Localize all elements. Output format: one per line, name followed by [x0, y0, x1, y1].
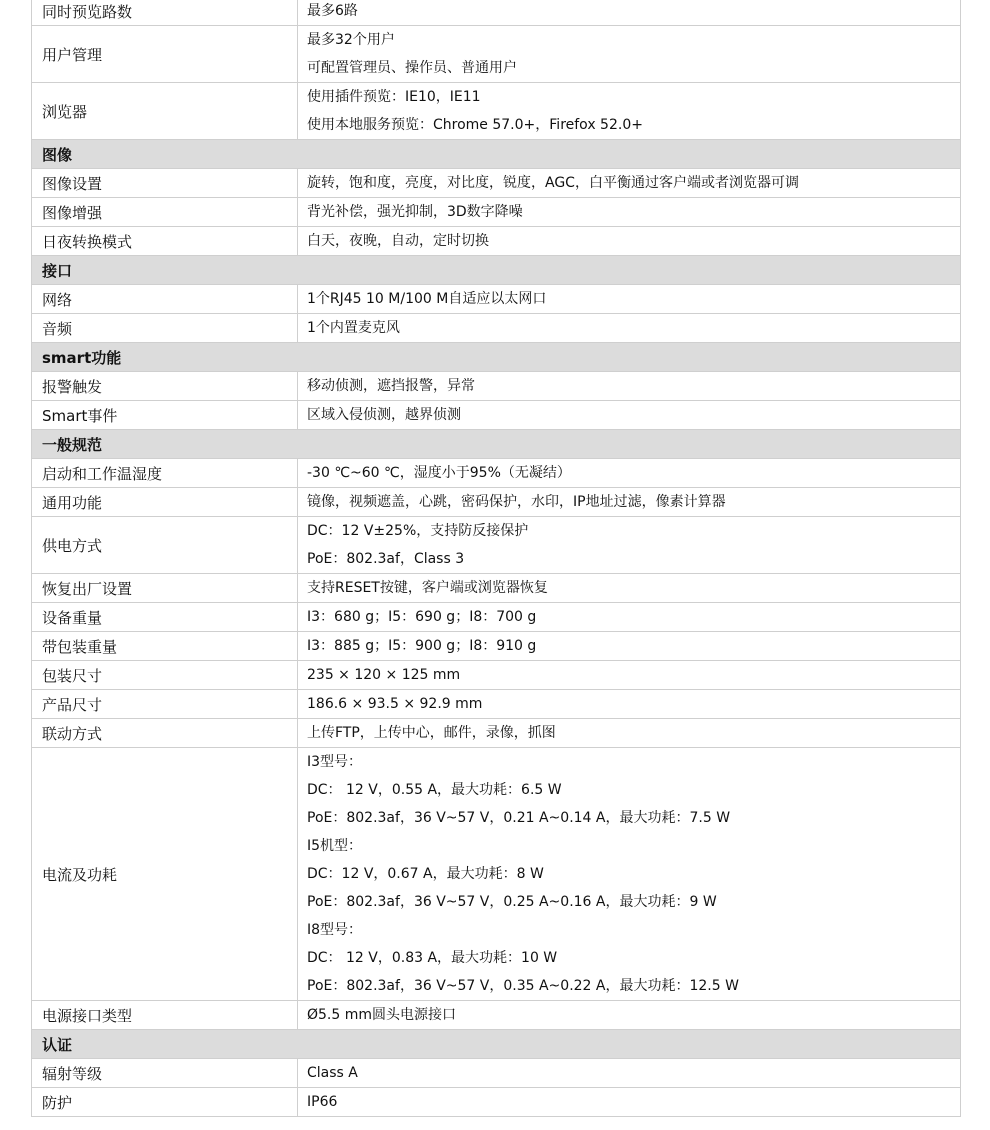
spec-value-line: PoE：802.3af，36 V~57 V，0.21 A~0.14 A，最大功耗：7.5 W — [307, 810, 731, 826]
spec-row — [32, 1059, 961, 1088]
spec-value-line: I3：680 g；I5：690 g；I8：700 g — [307, 609, 537, 625]
spec-value — [298, 26, 961, 83]
section-title: 一般规范 — [32, 430, 961, 459]
spec-row — [32, 632, 961, 661]
spec-row — [32, 719, 961, 748]
spec-table-body — [32, 0, 961, 1117]
spec-row — [32, 603, 961, 632]
section-title: 接口 — [32, 256, 961, 285]
spec-value-line: I3型号： — [307, 754, 363, 770]
spec-value-line: 186.6 × 93.5 × 92.9 mm — [307, 696, 483, 712]
spec-value — [298, 314, 961, 343]
spec-label: 电流及功耗 — [32, 748, 298, 1001]
spec-value — [298, 603, 961, 632]
spec-value — [298, 372, 961, 401]
spec-value-line: DC： 12 V，0.83 A，最大功耗：10 W — [307, 950, 558, 966]
spec-value-line: DC：12 V，0.67 A，最大功耗：8 W — [307, 866, 544, 882]
spec-value-line: I8型号： — [307, 922, 363, 938]
spec-value-line: DC：12 V±25%，支持防反接保护 — [307, 523, 529, 539]
spec-label: 带包装重量 — [32, 632, 298, 661]
spec-label: 图像设置 — [32, 169, 298, 198]
spec-label: 启动和工作温湿度 — [32, 459, 298, 488]
spec-row — [32, 372, 961, 401]
spec-label: Smart事件 — [32, 401, 298, 430]
spec-label: 设备重量 — [32, 603, 298, 632]
spec-value-line: 最多6路 — [307, 3, 358, 19]
spec-label: 网络 — [32, 285, 298, 314]
spec-value — [298, 227, 961, 256]
section-header — [32, 140, 961, 169]
spec-row — [32, 1001, 961, 1030]
spec-label: 供电方式 — [32, 517, 298, 574]
spec-label: 图像增强 — [32, 198, 298, 227]
spec-row — [32, 285, 961, 314]
spec-row — [32, 83, 961, 140]
spec-row — [32, 1088, 961, 1117]
spec-value-line: 1个RJ45 10 M/100 M自适应以太网口 — [307, 291, 547, 307]
spec-value — [298, 401, 961, 430]
spec-value-line: 区域入侵侦测，越界侦测 — [307, 407, 461, 423]
spec-label: 恢复出厂设置 — [32, 574, 298, 603]
spec-value-line: Class A — [307, 1065, 358, 1081]
spec-value-line: 白天，夜晚，自动，定时切换 — [307, 233, 489, 249]
spec-row — [32, 0, 961, 26]
spec-row — [32, 227, 961, 256]
spec-value — [298, 83, 961, 140]
spec-row — [32, 198, 961, 227]
spec-value-line: 镜像，视频遮盖，心跳，密码保护，水印，IP地址过滤，像素计算器 — [307, 494, 726, 510]
spec-row — [32, 459, 961, 488]
spec-row — [32, 314, 961, 343]
section-title: smart功能 — [32, 343, 961, 372]
spec-value — [298, 488, 961, 517]
spec-row — [32, 517, 961, 574]
spec-value-line: I3：885 g；I5：900 g；I8：910 g — [307, 638, 537, 654]
spec-value-line: PoE：802.3af，36 V~57 V，0.25 A~0.16 A，最大功耗：9 W — [307, 894, 717, 910]
spec-label: 辐射等级 — [32, 1059, 298, 1088]
spec-value — [298, 690, 961, 719]
spec-value-line: 235 × 120 × 125 mm — [307, 667, 461, 683]
spec-value — [298, 517, 961, 574]
spec-label: 电源接口类型 — [32, 1001, 298, 1030]
spec-value — [298, 1088, 961, 1117]
spec-value-line: IP66 — [307, 1094, 338, 1110]
spec-row — [32, 748, 961, 1001]
spec-value — [298, 574, 961, 603]
spec-value-line: -30 ℃~60 ℃，湿度小于95%（无凝结） — [307, 465, 571, 481]
section-title: 图像 — [32, 140, 961, 169]
spec-table — [31, 0, 961, 1117]
spec-value — [298, 459, 961, 488]
spec-label: 用户管理 — [32, 26, 298, 83]
spec-label: 包装尺寸 — [32, 661, 298, 690]
spec-label: 联动方式 — [32, 719, 298, 748]
spec-value-line: Ø5.5 mm圆头电源接口 — [307, 1007, 457, 1023]
spec-value — [298, 661, 961, 690]
spec-value-line: 使用本地服务预览：Chrome 57.0+，Firefox 52.0+ — [307, 117, 643, 133]
spec-value-line: 上传FTP，上传中心，邮件，录像，抓图 — [307, 725, 556, 741]
spec-value-line: I5机型： — [307, 838, 363, 854]
spec-value — [298, 0, 961, 26]
section-header — [32, 256, 961, 285]
spec-value — [298, 632, 961, 661]
spec-label: 报警触发 — [32, 372, 298, 401]
spec-row — [32, 488, 961, 517]
spec-row — [32, 26, 961, 83]
spec-value — [298, 1059, 961, 1088]
spec-row — [32, 574, 961, 603]
spec-label: 产品尺寸 — [32, 690, 298, 719]
spec-row — [32, 169, 961, 198]
section-header — [32, 430, 961, 459]
spec-label: 日夜转换模式 — [32, 227, 298, 256]
spec-label: 音频 — [32, 314, 298, 343]
spec-value — [298, 169, 961, 198]
spec-label: 防护 — [32, 1088, 298, 1117]
spec-value — [298, 1001, 961, 1030]
section-header — [32, 1030, 961, 1059]
spec-value-line: 移动侦测，遮挡报警，异常 — [307, 378, 475, 394]
spec-value-line: 背光补偿，强光抑制，3D数字降噪 — [307, 204, 523, 220]
spec-value — [298, 719, 961, 748]
spec-label: 浏览器 — [32, 83, 298, 140]
spec-label: 通用功能 — [32, 488, 298, 517]
spec-value — [298, 198, 961, 227]
spec-row — [32, 690, 961, 719]
spec-value-line: PoE：802.3af，36 V~57 V，0.35 A~0.22 A，最大功耗：12.5 W — [307, 978, 739, 994]
spec-value-line: 最多32个用户 — [307, 32, 395, 48]
spec-value-line: 使用插件预览：IE10，IE11 — [307, 89, 481, 105]
spec-value-line: 旋转，饱和度，亮度，对比度，锐度，AGC，白平衡通过客户端或者浏览器可调 — [307, 175, 799, 191]
spec-value-line: 支持RESET按键，客户端或浏览器恢复 — [307, 580, 548, 596]
spec-label: 同时预览路数 — [32, 0, 298, 26]
spec-value-line: 可配置管理员、操作员、普通用户 — [307, 60, 517, 76]
spec-value-line: DC： 12 V，0.55 A，最大功耗：6.5 W — [307, 782, 562, 798]
spec-row — [32, 401, 961, 430]
spec-value-line: PoE：802.3af，Class 3 — [307, 551, 465, 567]
section-title: 认证 — [32, 1030, 961, 1059]
spec-row — [32, 661, 961, 690]
section-header — [32, 343, 961, 372]
spec-value-line: 1个内置麦克风 — [307, 320, 400, 336]
spec-value — [298, 748, 961, 1001]
spec-value — [298, 285, 961, 314]
